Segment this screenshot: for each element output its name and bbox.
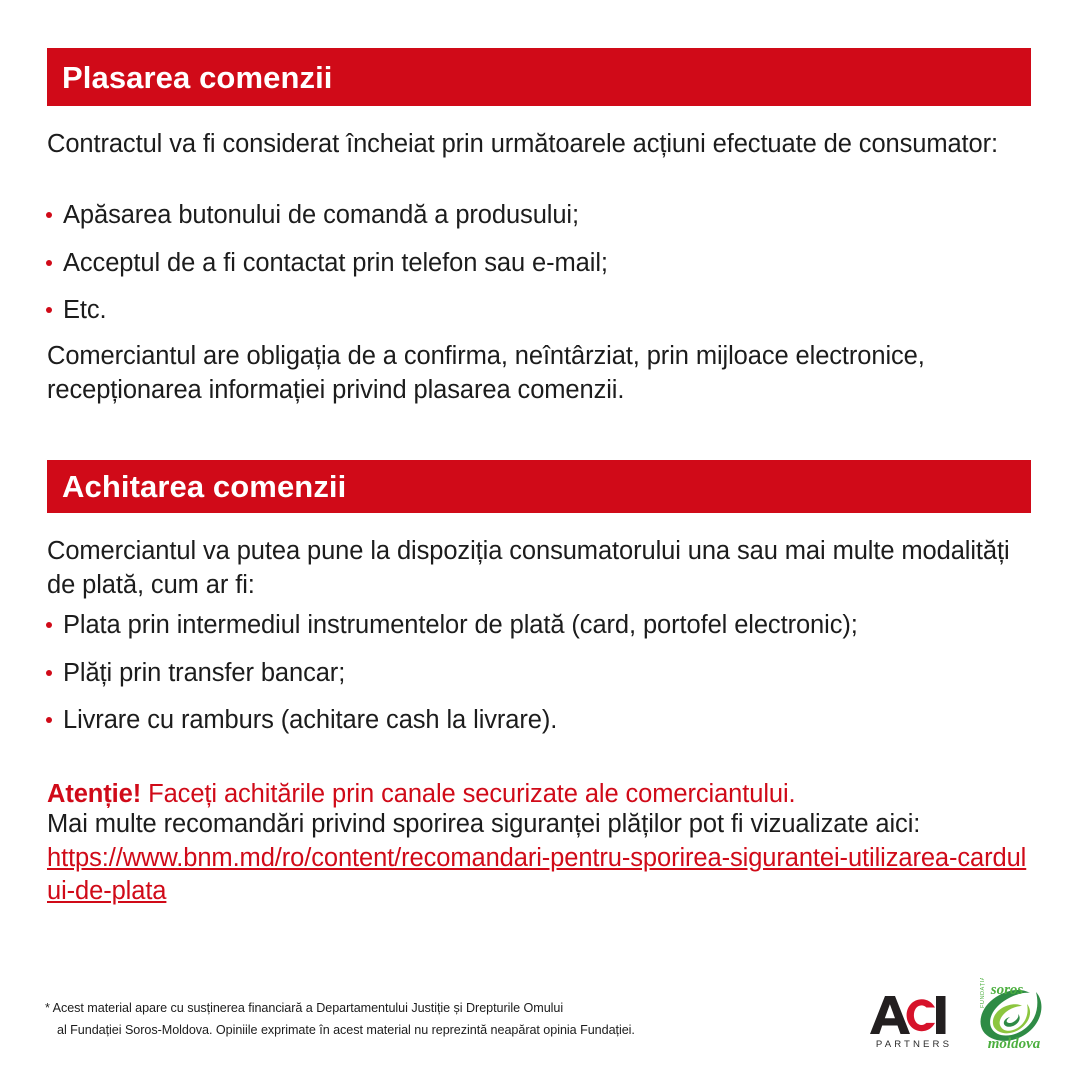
list-item-label: Plata prin intermediul instrumentelor de plată (card, portofel electronic);	[63, 611, 858, 639]
list-item-label: Acceptul de a fi contactat prin telefon sau e-mail;	[63, 248, 608, 277]
list-item	[44, 248, 1034, 279]
section-closing-plasarea	[47, 340, 1037, 407]
list-item-label: Apăsarea butonului de comandă a produsului;	[63, 201, 579, 229]
intro-paragraph-plasarea: Contractul va fi considerat încheiat prin următoarele acțiuni efectuate de consumator:	[47, 130, 999, 158]
bullet-dot-icon	[46, 260, 52, 266]
soros-moldova-logo	[974, 978, 1050, 1050]
aci-partners-logo	[868, 994, 960, 1050]
bullet-dot-icon	[46, 307, 52, 313]
list-item	[44, 705, 1034, 736]
list-item	[44, 610, 1034, 641]
section-intro-plasarea	[47, 128, 1037, 162]
aci-wordmark-icon	[868, 994, 960, 1036]
section-title-achitarea: Achitarea comenzii	[62, 469, 347, 504]
moldova-word-label: moldova	[987, 1036, 1041, 1050]
list-item	[44, 200, 1034, 231]
bullet-dot-icon	[46, 717, 52, 723]
footer-disclaimer-line-1: * Acest material apare cu susținerea financiară a Departamentului Justiție și Drepturile Omului	[45, 1001, 564, 1015]
list-item-label: Etc.	[63, 296, 107, 325]
attention-text-label: Faceți achitările prin canale securizate ale comerciantului.	[148, 780, 796, 808]
closing-paragraph-plasarea: Comerciantul are obligația de a confirma, neîntârziat, prin mijloace electronice, recepționarea informației privind plasarea comenzii.	[47, 342, 925, 404]
list-item	[44, 295, 1034, 326]
soros-word-label: soros	[990, 982, 1024, 998]
section-header-plasarea	[47, 48, 1031, 106]
bullet-list-achitarea	[44, 610, 1034, 736]
list-item-label: Livrare cu ramburs (achitare cash la livrare).	[63, 706, 558, 735]
attention-lead-label: Atenție!	[47, 780, 142, 808]
link-intro-label: Mai multe recomandări privind sporirea siguranței plăților pot fi vizualizate aici:	[47, 810, 921, 838]
section-intro-achitarea	[47, 535, 1037, 602]
recommendation-link-block	[47, 808, 1037, 909]
section-title-plasarea: Plasarea comenzii	[62, 59, 333, 95]
footer-disclaimer-line-2: al Fundației Soros-Moldova. Opiniile exprimate în acest material nu reprezintă neapărat opinia Fundației.	[57, 1023, 635, 1038]
attention-notice	[47, 778, 1037, 811]
footer-logo-group	[868, 978, 1050, 1050]
fundatia-word-label: FUNDAȚIA	[980, 978, 986, 1008]
bullet-dot-icon	[46, 212, 52, 218]
list-item	[44, 658, 1034, 689]
aci-tagline-label: PARTNERS	[875, 1039, 953, 1050]
footer-disclaimer	[45, 997, 835, 1041]
section-header-achitarea	[47, 460, 1031, 513]
bnm-recommendations-link[interactable]: https://www.bnm.md/ro/content/recomandari-pentru-sporirea-sigurantei-utilizarea-cardului-de-plata	[47, 843, 1027, 906]
bullet-dot-icon	[46, 670, 52, 676]
bullet-dot-icon	[46, 622, 52, 628]
list-item-label: Plăți prin transfer bancar;	[63, 658, 346, 687]
intro-paragraph-achitarea: Comerciantul va putea pune la dispoziția consumatorului una sau mai multe modalități de plată, cum ar fi:	[47, 537, 1010, 599]
bullet-list-plasarea	[44, 200, 1034, 326]
